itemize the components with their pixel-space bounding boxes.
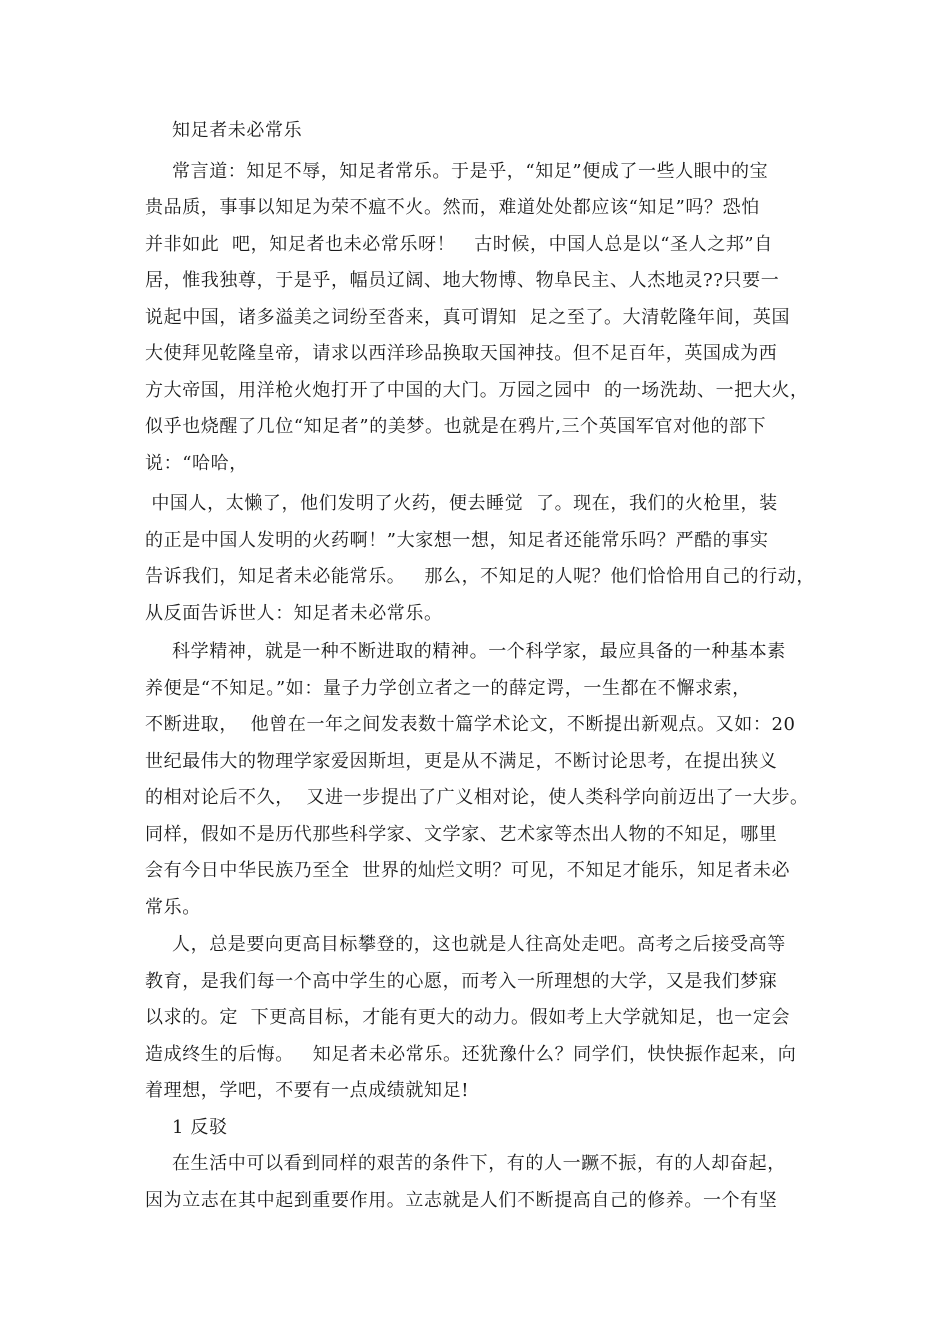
text-line: 着理想，学吧，不要有一点成绩就知足! bbox=[145, 1080, 470, 1101]
text-line: 会有今日中华民族乃至全 世界的灿烂文明？可见，不知足才能乐，知足者未必 bbox=[145, 860, 791, 881]
text-line: 造成终生的后悔。 知足者未必常乐。还犹豫什么？同学们，快快振作起来，向 bbox=[145, 1044, 797, 1065]
text-line: 常言道：知足不辱，知足者常乐。于是乎，“知足”便成了一些人眼中的宝 bbox=[172, 161, 769, 182]
section-heading: 1 反驳 bbox=[172, 1117, 228, 1138]
text-line: 教育，是我们每一个高中学生的心愿，而考入一所理想的大学，又是我们梦寐 bbox=[145, 971, 778, 992]
text-line: 常乐。 bbox=[145, 897, 201, 918]
text-line: 似乎也烧醒了几位“知足者”的美梦。也就是在鸦片,三个英国军官对他的部下 bbox=[145, 416, 767, 437]
document-title: 知足者未必常乐 bbox=[172, 120, 303, 141]
text-line: 贵品质，事事以知足为荣不瘟不火。然而，难道处处都应该“知足”吗？恐怕 bbox=[145, 197, 760, 218]
text-line: 说：“哈哈， bbox=[145, 453, 248, 474]
text-line: 并非如此 吧，知足者也未必常乐呀！ 古时候，中国人总是以“圣人之邦”自 bbox=[145, 234, 773, 255]
text-line: 方大帝国，用洋枪火炮打开了中国的大门。万园之园中 的一场洗劫、一把大火， bbox=[145, 380, 809, 401]
text-line: 不断进取， 他曾在一年之间发表数十篇学术论文，不断提出新观点。又如：20 bbox=[145, 714, 796, 735]
text-line: 同样，假如不是历代那些科学家、文学家、艺术家等杰出人物的不知足，哪里 bbox=[145, 824, 778, 845]
text-line: 因为立志在其中起到重要作用。立志就是人们不断提高自己的修养。一个有坚 bbox=[145, 1190, 778, 1211]
text-line: 中国人，太懒了，他们发明了火药，便去睡觉 了。现在，我们的火枪里，装 bbox=[145, 493, 778, 514]
text-line: 养便是“不知足。”如：量子力学创立者之一的薛定谔，一生都在不懈求索， bbox=[145, 678, 751, 699]
text-line: 从反面告诉世人：知足者未必常乐。 bbox=[145, 603, 443, 624]
text-line: 科学精神，就是一种不断进取的精神。一个科学家，最应具备的一种基本素 bbox=[172, 641, 786, 662]
text-line: 说起中国，诸多溢美之词纷至沓来，真可谓知 足之至了。大清乾隆年间，英国 bbox=[145, 307, 791, 328]
text-line: 世纪最伟大的物理学家爱因斯坦，更是从不满足，不断讨论思考，在提出狭义 bbox=[145, 751, 778, 772]
text-line: 的相对论后不久， 又进一步提出了广义相对论，使人类科学向前迈出了一大步。 bbox=[145, 787, 809, 808]
text-line: 在生活中可以看到同样的艰苦的条件下，有的人一蹶不振，有的人却奋起， bbox=[172, 1153, 786, 1174]
text-line: 以求的。定 下更高目标，才能有更大的动力。假如考上大学就知足，也一定会 bbox=[145, 1007, 791, 1028]
text-line: 居，惟我独尊，于是乎，幅员辽阔、地大物博、物阜民主、人杰地灵??只要一 bbox=[145, 270, 780, 291]
text-line: 告诉我们，知足者未必能常乐。 那么，不知足的人呢？他们恰恰用自己的行动， bbox=[145, 566, 815, 587]
text-line: 的正是中国人发明的火药啊！”大家想一想，知足者还能常乐吗？严酷的事实 bbox=[145, 530, 769, 551]
text-line: 人，总是要向更高目标攀登的，这也就是人往高处走吧。高考之后接受高等 bbox=[172, 934, 786, 955]
text-line: 大使拜见乾隆皇帝，请求以西洋珍品换取天国神技。但不足百年，英国成为西 bbox=[145, 343, 778, 364]
